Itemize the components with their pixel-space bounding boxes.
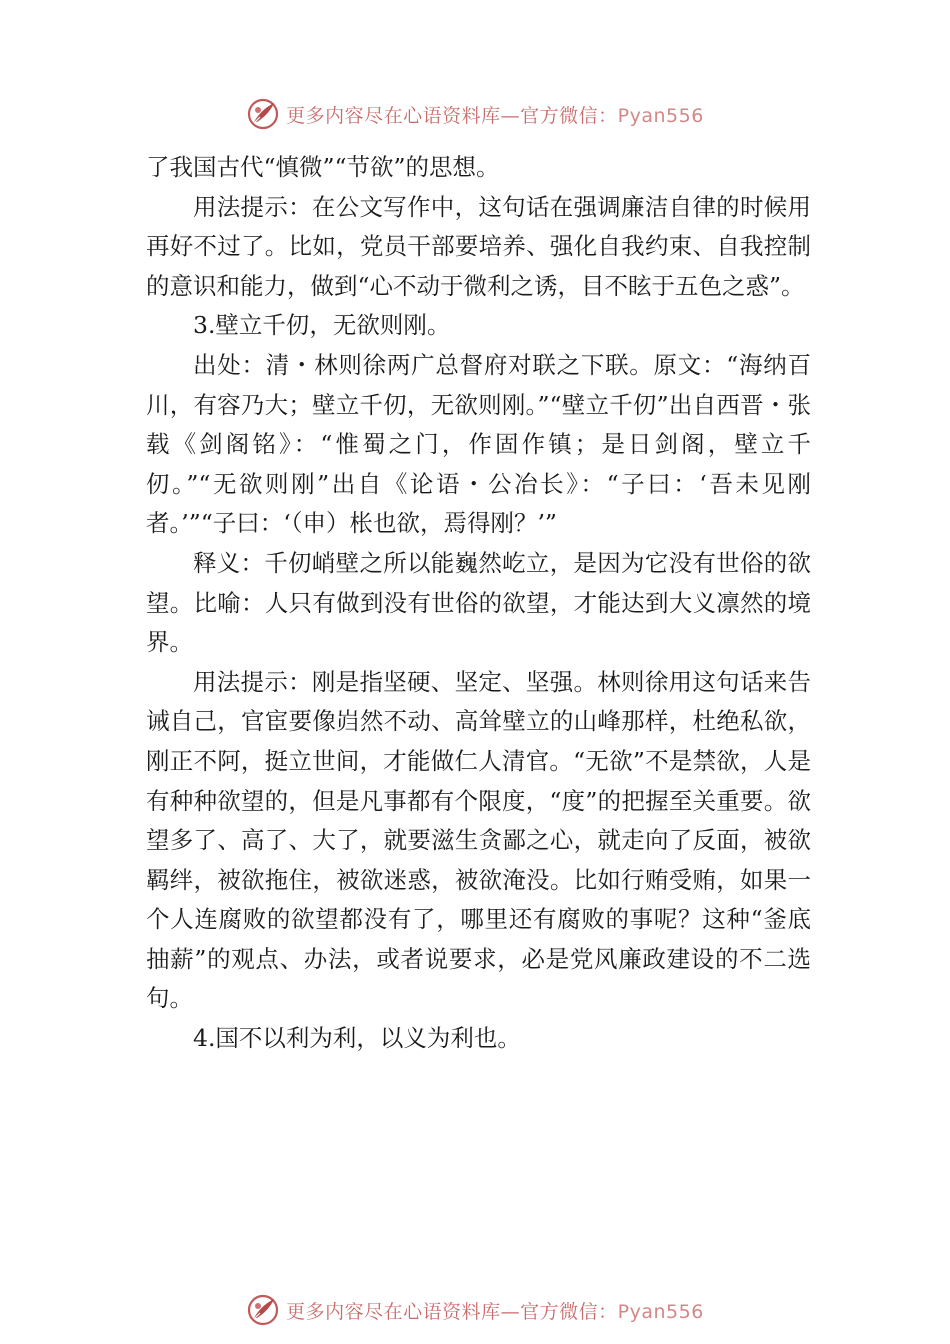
banner-text: 更多内容尽在心语资料库—官方微信：Pyan556 [286, 104, 704, 127]
paragraph: 用法提示：刚是指坚硬、坚定、坚强。林则徐用这句话来告诫自己，官宦要像岿然不动、高耸壁立的山峰那样，杜绝私欲，刚正不阿，挺立世间，才能做仁人清官。“无欲”不是禁欲，人是有种种欲望的，但是凡事都有个限度，“度”的把握至关重要。欲望多了、高了、大了，就要滋生贪鄙之心，就走向了反面，被欲羁绊，被欲拖住，被欲迷惑，被欲淹没。比如行贿受贿，如果一个人连腐败的欲望都没有了，哪里还有腐败的事呢？这种“釜底抽薪”的观点、办法，或者说要求，必是党风廉政建设的不二选句。 [146, 667, 811, 1013]
header-banner [0, 94, 950, 134]
footer-banner [0, 1290, 950, 1330]
quill-logo-icon [246, 97, 280, 131]
quill-logo-icon [246, 1293, 280, 1327]
wechat-id: Pyan556 [617, 104, 704, 127]
wechat-id: Pyan556 [617, 1300, 704, 1323]
paragraph: 出处：清・林则徐两广总督府对联之下联。原文：“海纳百川，有容乃大；壁立千仞，无欲则刚。”“壁立千仞”出自西晋・张载《剑阁铭》：“惟蜀之门，作固作镇；是日剑阁，壁立千仞。”“无欲则刚”出自《论语・公冶长》：“子曰：‘吾未见刚者。’”“子曰：‘（申）枨也欲，焉得刚？’” [146, 350, 811, 538]
document-body [146, 148, 811, 1059]
banner-text: 更多内容尽在心语资料库—官方微信：Pyan556 [286, 1300, 704, 1323]
paragraph: 用法提示：在公文写作中，这句话在强调廉洁自律的时候用再好不过了。比如，党员干部要培养、强化自我约束、自我控制的意识和能力，做到“心不动于微利之诱，目不眩于五色之惑”。 [146, 192, 811, 300]
section-heading: 4.国不以利为利，以义为利也。 [193, 1024, 521, 1053]
paragraph: 释义：千仞峭壁之所以能巍然屹立，是因为它没有世俗的欲望。比喻：人只有做到没有世俗的欲望，才能达到大义凛然的境界。 [146, 548, 811, 657]
paragraph: 了我国古代“慎微”“节欲”的思想。 [146, 153, 500, 181]
section-heading: 3.壁立千仞，无欲则刚。 [193, 311, 451, 340]
